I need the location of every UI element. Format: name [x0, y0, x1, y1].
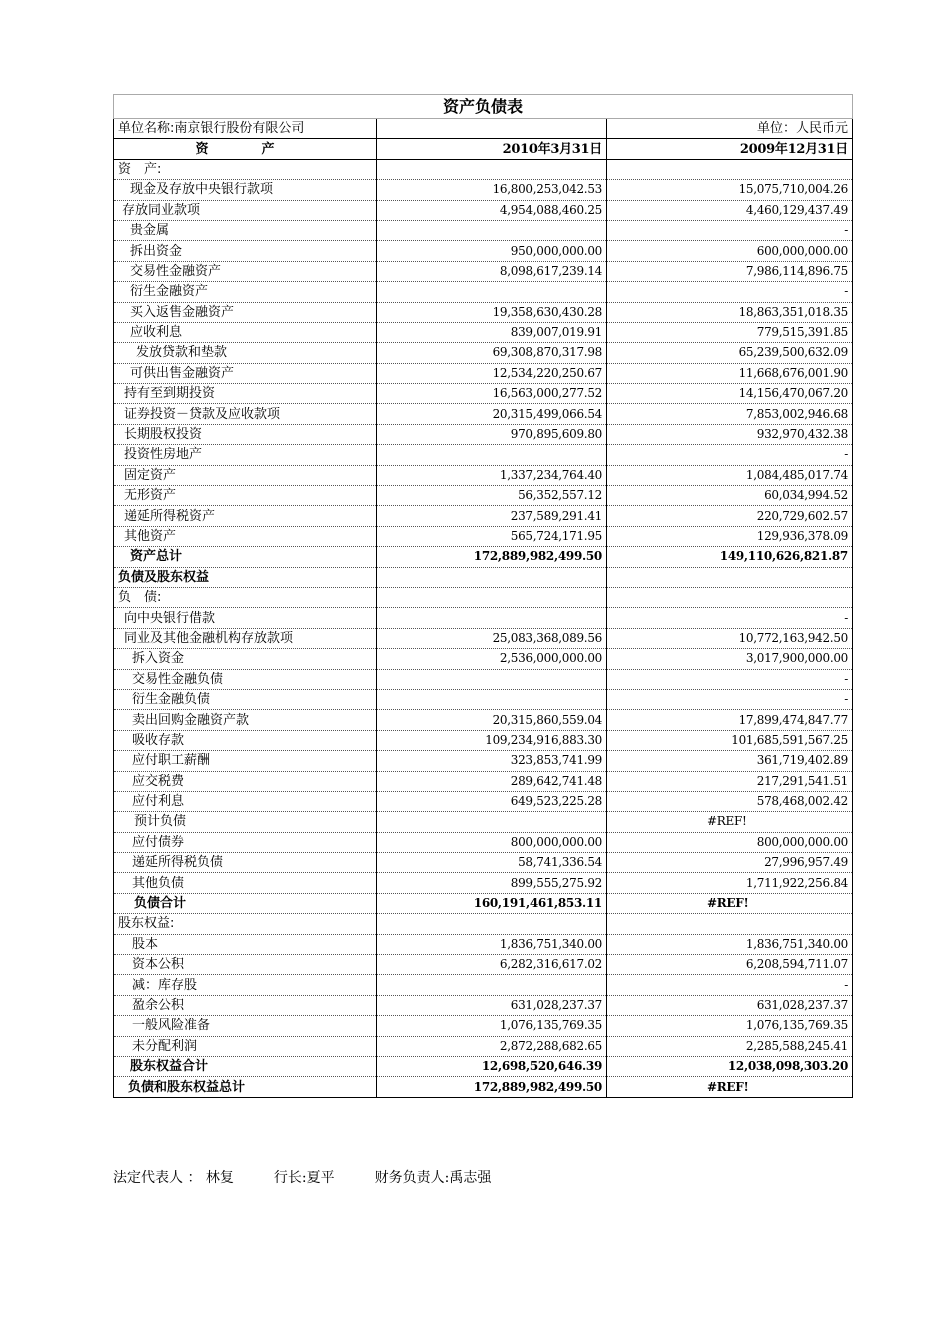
- table-row: [114, 486, 853, 506]
- row-label: 负债合计: [114, 893, 377, 913]
- bank-president: 行长:夏平: [273, 1170, 335, 1186]
- value-2010-q1: 69,308,870,317.98: [377, 343, 607, 363]
- value-2010-q1: [377, 689, 607, 709]
- value-2010-q1: 172,889,982,499.50: [377, 547, 607, 567]
- value-2009-ye: 129,936,378.09: [607, 526, 853, 546]
- value-2009-ye: 600,000,000.00: [607, 241, 853, 261]
- row-label: 同业及其他金融机构存放款项: [114, 628, 377, 648]
- table-row: [114, 873, 853, 893]
- row-label: 现金及存放中央银行款项: [114, 180, 377, 200]
- value-2010-q1: 109,234,916,883.30: [377, 730, 607, 750]
- value-2009-ye: 60,034,994.52: [607, 486, 853, 506]
- row-label: 资产总计: [114, 547, 377, 567]
- table-row: [114, 1056, 853, 1076]
- table-row: [114, 669, 853, 689]
- value-2009-ye: -: [607, 608, 853, 628]
- value-2009-ye: 12,038,098,303.20: [607, 1056, 853, 1076]
- table-row: [114, 628, 853, 648]
- row-label: 拆入资金: [114, 649, 377, 669]
- value-2010-q1: 6,282,316,617.02: [377, 955, 607, 975]
- table-row: [114, 689, 853, 709]
- signature-footer: [113, 1167, 531, 1187]
- row-label: 应付债券: [114, 832, 377, 852]
- table-row: [114, 241, 853, 261]
- value-2009-ye: -: [607, 282, 853, 302]
- value-2009-ye: 65,239,500,632.09: [607, 343, 853, 363]
- row-label: 递延所得税负债: [114, 853, 377, 873]
- value-2009-ye: 1,711,922,256.84: [607, 873, 853, 893]
- table-row: [114, 220, 853, 240]
- table-row: [114, 730, 853, 750]
- value-2009-ye: 4,460,129,437.49: [607, 200, 853, 220]
- row-label: 吸收存款: [114, 730, 377, 750]
- value-2010-q1: [377, 669, 607, 689]
- value-2009-ye: 6,208,594,711.07: [607, 955, 853, 975]
- value-2010-q1: 1,836,751,340.00: [377, 934, 607, 954]
- value-2010-q1: [377, 587, 607, 607]
- row-label: 固定资产: [114, 465, 377, 485]
- table-row: [114, 200, 853, 220]
- table-row: [114, 608, 853, 628]
- row-label: 衍生金融负债: [114, 689, 377, 709]
- value-2009-ye: -: [607, 669, 853, 689]
- sheet-title: 资产负债表: [114, 95, 853, 119]
- value-2010-q1: 631,028,237.37: [377, 995, 607, 1015]
- value-2009-ye: -: [607, 445, 853, 465]
- value-2009-ye: 1,836,751,340.00: [607, 934, 853, 954]
- table-row: [114, 812, 853, 832]
- row-label: 应付利息: [114, 791, 377, 811]
- table-row: [114, 465, 853, 485]
- table-row: [114, 445, 853, 465]
- value-2009-ye: 27,996,957.49: [607, 853, 853, 873]
- value-2009-ye: [607, 567, 853, 587]
- value-2009-ye: [607, 159, 853, 179]
- value-2009-ye: 3,017,900,000.00: [607, 649, 853, 669]
- value-2009-ye: -: [607, 689, 853, 709]
- value-2009-ye: 7,853,002,946.68: [607, 404, 853, 424]
- value-2010-q1: 8,098,617,239.14: [377, 261, 607, 281]
- row-label: 持有至到期投资: [114, 384, 377, 404]
- value-2010-q1: 160,191,461,853.11: [377, 893, 607, 913]
- table-row: [114, 649, 853, 669]
- value-2010-q1: 12,698,520,646.39: [377, 1056, 607, 1076]
- row-label: 股本: [114, 934, 377, 954]
- value-2009-ye: 11,668,676,001.90: [607, 363, 853, 383]
- row-label: 交易性金融负债: [114, 669, 377, 689]
- value-2010-q1: 649,523,225.28: [377, 791, 607, 811]
- row-label: 投资性房地产: [114, 445, 377, 465]
- row-label: 其他资产: [114, 526, 377, 546]
- value-2009-ye: #REF!: [607, 1077, 853, 1097]
- table-row: [114, 302, 853, 322]
- table-row: [114, 506, 853, 526]
- row-label: 可供出售金融资产: [114, 363, 377, 383]
- row-label: 衍生金融资产: [114, 282, 377, 302]
- value-2010-q1: 20,315,499,066.54: [377, 404, 607, 424]
- value-2010-q1: 2,872,288,682.65: [377, 1036, 607, 1056]
- value-2010-q1: [377, 567, 607, 587]
- value-2009-ye: -: [607, 975, 853, 995]
- table-row: [114, 853, 853, 873]
- row-label: 买入返售金融资产: [114, 302, 377, 322]
- value-2010-q1: 16,563,000,277.52: [377, 384, 607, 404]
- row-label: 负债及股东权益: [114, 567, 377, 587]
- row-label: 股东权益合计: [114, 1056, 377, 1076]
- value-2010-q1: [377, 975, 607, 995]
- value-2010-q1: [377, 812, 607, 832]
- row-label: 贵金属: [114, 220, 377, 240]
- value-2009-ye: 2,285,588,245.41: [607, 1036, 853, 1056]
- table-row: [114, 934, 853, 954]
- table-row: [114, 282, 853, 302]
- table-row: [114, 404, 853, 424]
- value-2010-q1: 1,076,135,769.35: [377, 1016, 607, 1036]
- table-row: [114, 159, 853, 179]
- value-2010-q1: [377, 914, 607, 934]
- value-2010-q1: [377, 608, 607, 628]
- table-row: [114, 1077, 853, 1097]
- row-label: 资 产:: [114, 159, 377, 179]
- table-row: [114, 384, 853, 404]
- value-2010-q1: 289,642,741.48: [377, 771, 607, 791]
- value-2010-q1: [377, 220, 607, 240]
- value-2010-q1: 12,534,220,250.67: [377, 363, 607, 383]
- table-row: [114, 975, 853, 995]
- value-2009-ye: 10,772,163,942.50: [607, 628, 853, 648]
- value-2009-ye: 779,515,391.85: [607, 322, 853, 342]
- table-row: [114, 547, 853, 567]
- row-label: 向中央银行借款: [114, 608, 377, 628]
- company-row: [114, 119, 853, 139]
- value-2009-ye: 1,084,485,017.74: [607, 465, 853, 485]
- value-2009-ye: #REF!: [607, 893, 853, 913]
- legal-representative: 法定代表人 ： 林复: [113, 1170, 234, 1186]
- value-2009-ye: 361,719,402.89: [607, 751, 853, 771]
- table-row: [114, 1036, 853, 1056]
- value-2009-ye: [607, 587, 853, 607]
- table-row: [114, 363, 853, 383]
- table-row: [114, 893, 853, 913]
- value-2010-q1: 2,536,000,000.00: [377, 649, 607, 669]
- row-label: 存放同业款项: [114, 200, 377, 220]
- currency-unit: 单位：人民币元: [607, 119, 853, 139]
- table-row: [114, 771, 853, 791]
- value-2010-q1: 1,337,234,764.40: [377, 465, 607, 485]
- row-label: 减：库存股: [114, 975, 377, 995]
- header-date-2010: 2010年3月31日: [377, 139, 607, 159]
- row-label: 盈余公积: [114, 995, 377, 1015]
- value-2009-ye: 578,468,002.42: [607, 791, 853, 811]
- table-row: [114, 914, 853, 934]
- value-2009-ye: 1,076,135,769.35: [607, 1016, 853, 1036]
- table-row: [114, 1016, 853, 1036]
- table-row: [114, 567, 853, 587]
- row-label: 负债和股东权益总计: [114, 1077, 377, 1097]
- title-row: [114, 95, 853, 119]
- table-row: [114, 710, 853, 730]
- value-2009-ye: [607, 914, 853, 934]
- row-label: 应付职工薪酬: [114, 751, 377, 771]
- value-2009-ye: 800,000,000.00: [607, 832, 853, 852]
- company-row-spacer: [377, 119, 607, 139]
- value-2009-ye: 631,028,237.37: [607, 995, 853, 1015]
- row-label: 无形资产: [114, 486, 377, 506]
- value-2009-ye: 7,986,114,896.75: [607, 261, 853, 281]
- row-label: 证券投资－贷款及应收款项: [114, 404, 377, 424]
- header-label: 资 产: [114, 139, 377, 159]
- table-row: [114, 995, 853, 1015]
- row-label: 负 债:: [114, 587, 377, 607]
- value-2010-q1: 899,555,275.92: [377, 873, 607, 893]
- value-2009-ye: 18,863,351,018.35: [607, 302, 853, 322]
- value-2010-q1: 323,853,741.99: [377, 751, 607, 771]
- table-row: [114, 180, 853, 200]
- value-2010-q1: 20,315,860,559.04: [377, 710, 607, 730]
- value-2010-q1: 25,083,368,089.56: [377, 628, 607, 648]
- row-label: 未分配利润: [114, 1036, 377, 1056]
- company-name: 单位名称:南京银行股份有限公司: [114, 119, 377, 139]
- value-2009-ye: -: [607, 220, 853, 240]
- value-2009-ye: 101,685,591,567.25: [607, 730, 853, 750]
- table-row: [114, 791, 853, 811]
- row-label: 股东权益:: [114, 914, 377, 934]
- table-row: [114, 261, 853, 281]
- value-2009-ye: 932,970,432.38: [607, 424, 853, 444]
- value-2010-q1: 172,889,982,499.50: [377, 1077, 607, 1097]
- table-row: [114, 526, 853, 546]
- row-label: 应交税费: [114, 771, 377, 791]
- table-row: [114, 832, 853, 852]
- finance-officer: 财务负责人:禹志强: [374, 1170, 492, 1186]
- row-label: 长期股权投资: [114, 424, 377, 444]
- value-2009-ye: 15,075,710,004.26: [607, 180, 853, 200]
- row-label: 拆出资金: [114, 241, 377, 261]
- table-row: [114, 343, 853, 363]
- table-row: [114, 751, 853, 771]
- row-label: 预计负债: [114, 812, 377, 832]
- value-2010-q1: 565,724,171.95: [377, 526, 607, 546]
- row-label: 交易性金融资产: [114, 261, 377, 281]
- value-2010-q1: [377, 282, 607, 302]
- row-label: 其他负债: [114, 873, 377, 893]
- value-2009-ye: 149,110,626,821.87: [607, 547, 853, 567]
- table-row: [114, 322, 853, 342]
- balance-sheet-table: [113, 94, 853, 1098]
- table-row: [114, 424, 853, 444]
- value-2009-ye: 14,156,470,067.20: [607, 384, 853, 404]
- value-2010-q1: 56,352,557.12: [377, 486, 607, 506]
- value-2009-ye: 220,729,602.57: [607, 506, 853, 526]
- value-2009-ye: #REF!: [607, 812, 853, 832]
- value-2010-q1: 839,007,019.91: [377, 322, 607, 342]
- header-date-2009: 2009年12月31日: [607, 139, 853, 159]
- value-2010-q1: 950,000,000.00: [377, 241, 607, 261]
- value-2010-q1: 16,800,253,042.53: [377, 180, 607, 200]
- row-label: 递延所得税资产: [114, 506, 377, 526]
- value-2009-ye: 17,899,474,847.77: [607, 710, 853, 730]
- table-row: [114, 955, 853, 975]
- row-label: 一般风险准备: [114, 1016, 377, 1036]
- row-label: 卖出回购金融资产款: [114, 710, 377, 730]
- row-label: 应收利息: [114, 322, 377, 342]
- value-2010-q1: 237,589,291.41: [377, 506, 607, 526]
- value-2010-q1: [377, 159, 607, 179]
- table-row: [114, 587, 853, 607]
- value-2010-q1: 970,895,609.80: [377, 424, 607, 444]
- value-2010-q1: 800,000,000.00: [377, 832, 607, 852]
- value-2010-q1: [377, 445, 607, 465]
- value-2009-ye: 217,291,541.51: [607, 771, 853, 791]
- value-2010-q1: 19,358,630,430.28: [377, 302, 607, 322]
- row-label: 资本公积: [114, 955, 377, 975]
- value-2010-q1: 4,954,088,460.25: [377, 200, 607, 220]
- row-label: 发放贷款和垫款: [114, 343, 377, 363]
- column-header-row: [114, 139, 853, 159]
- value-2010-q1: 58,741,336.54: [377, 853, 607, 873]
